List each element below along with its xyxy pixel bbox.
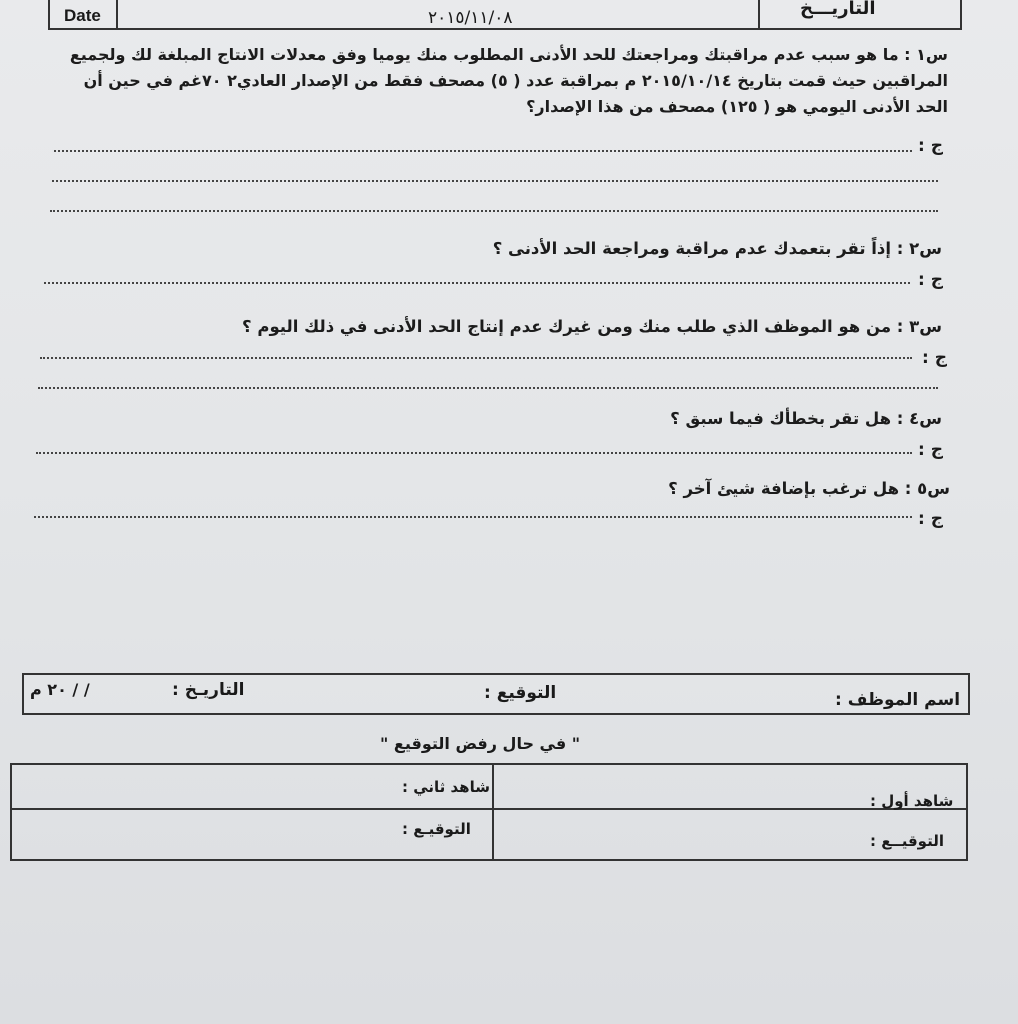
question-line: س٥ : هل ترغب بإضافة شيئ آخر ؟ <box>668 479 950 498</box>
answer-label: ج : <box>922 348 947 368</box>
answer-line[interactable] <box>40 357 912 359</box>
answer-line[interactable] <box>44 282 910 284</box>
witness-1-label: شاهد أول : <box>870 792 954 810</box>
answer-line[interactable] <box>38 387 938 389</box>
question-line: س١ : ما هو سبب عدم مراقبتك ومراجعتك للحد الأدنى المطلوب منك يوميا وفق معدلات الانتاج المبلغة لك ولجميع <box>69 45 948 64</box>
answer-label: ج : <box>918 509 943 529</box>
header-divider <box>758 0 760 28</box>
witness-2-signature-label: التوقيـع : <box>402 820 471 838</box>
date-value: ٢٠١٥/١١/٠٨ <box>428 8 513 28</box>
question-line: س٤ : هل تقر بخطأك فيما سبق ؟ <box>670 409 942 428</box>
header-divider <box>116 0 118 28</box>
signature-label: التوقيع : <box>484 683 557 703</box>
date-template: / / ٢٠ م <box>30 680 90 699</box>
question-3 <box>242 314 942 340</box>
answer-label: ج : <box>918 270 943 290</box>
answer-line[interactable] <box>52 180 938 182</box>
date-label-ar: التاريـــخ <box>800 0 876 19</box>
answer-line[interactable] <box>50 210 938 212</box>
answer-line[interactable] <box>54 150 912 152</box>
answer-label: ج : <box>918 136 943 156</box>
witness-table-col-divider <box>492 763 494 861</box>
question-line: س٢ : إذاً تقر بتعمدك عدم مراقبة ومراجعة الحد الأدنى ؟ <box>492 239 942 258</box>
question-1 <box>48 42 948 120</box>
witness-table-row-divider <box>10 808 968 810</box>
question-2 <box>493 236 942 262</box>
refusal-title: " في حال رفض التوقيع " <box>380 734 581 753</box>
question-line: المراقبين حيث قمت بتاريخ ٢٠١٥/١٠/١٤ م بمراقبة عدد ( ٥) مصحف فقط من الإصدار العادي٢ ٧٠غم في حين أن <box>83 71 948 90</box>
employee-name-label: اسم الموظف : <box>835 690 961 710</box>
date-label-en: Date <box>64 6 101 25</box>
answer-line[interactable] <box>34 516 912 518</box>
question-5 <box>668 476 950 502</box>
witness-1-signature-label: التوقيــع : <box>870 832 944 850</box>
date-label: التاريـخ : <box>172 680 245 700</box>
witness-2-label: شاهد ثاني : <box>402 778 490 796</box>
question-line: الحد الأدنى اليومي هو ( ١٢٥) مصحف من هذا الإصدار؟ <box>526 97 948 116</box>
question-4 <box>670 406 942 432</box>
answer-label: ج : <box>918 440 943 460</box>
question-line: س٣ : من هو الموظف الذي طلب منك ومن غيرك عدم إنتاج الحد الأدنى في ذلك اليوم ؟ <box>242 317 942 336</box>
answer-line[interactable] <box>36 452 912 454</box>
